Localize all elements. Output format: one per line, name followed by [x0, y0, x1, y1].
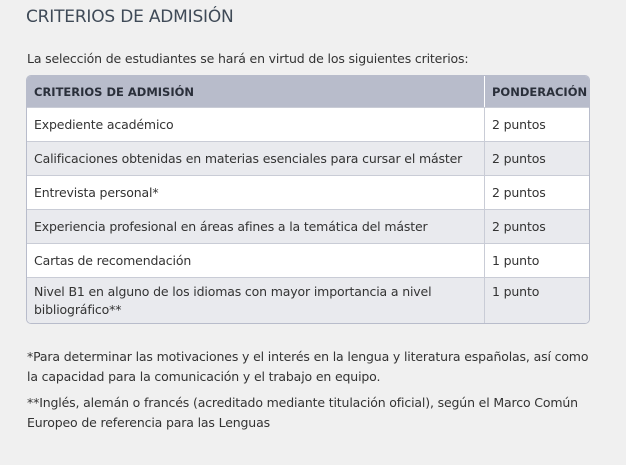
- weight-cell: 2 puntos: [484, 175, 589, 209]
- table-row: [27, 107, 589, 141]
- footnote-interview: *Para determinar las motivaciones y el interés en la lengua y literatura españolas, así como la capacidad para la comunicación y el trabajo en equipo.: [27, 349, 589, 384]
- table-row: [27, 175, 589, 209]
- criterion-cell: Cartas de recomendación: [27, 243, 484, 277]
- footnote-language: **Inglés, alemán o francés (acreditado mediante titulación oficial), según el Marco Común Europeo de referencia para las Lenguas: [27, 395, 578, 430]
- table-row: [27, 243, 589, 277]
- weight-cell: 2 puntos: [484, 209, 589, 243]
- weight-cell: 1 punto: [484, 277, 589, 323]
- table-row: [27, 141, 589, 175]
- criterion-cell: Calificaciones obtenidas en materias esenciales para cursar el máster: [27, 141, 484, 175]
- table-row: [27, 277, 589, 323]
- weight-cell: 2 puntos: [484, 141, 589, 175]
- weight-cell: 2 puntos: [484, 107, 589, 141]
- header-criterion: CRITERIOS DE ADMISIÓN: [27, 76, 484, 107]
- table-row: [27, 209, 589, 243]
- criterion-cell: Nivel B1 en alguno de los idiomas con mayor importancia a nivel bibliográfico**: [27, 277, 484, 323]
- intro-text: La selección de estudiantes se hará en virtud de los siguientes criterios:: [27, 51, 469, 66]
- table-header-row: [27, 76, 589, 107]
- criterion-cell: Experiencia profesional en áreas afines a la temática del máster: [27, 209, 484, 243]
- header-weight: PONDERACIÓN: [484, 76, 589, 107]
- criterion-cell: Expediente académico: [27, 107, 484, 141]
- section-title: CRITERIOS DE ADMISIÓN: [26, 7, 234, 27]
- admission-criteria-table: [26, 75, 590, 324]
- criterion-cell: Entrevista personal*: [27, 175, 484, 209]
- weight-cell: 1 punto: [484, 243, 589, 277]
